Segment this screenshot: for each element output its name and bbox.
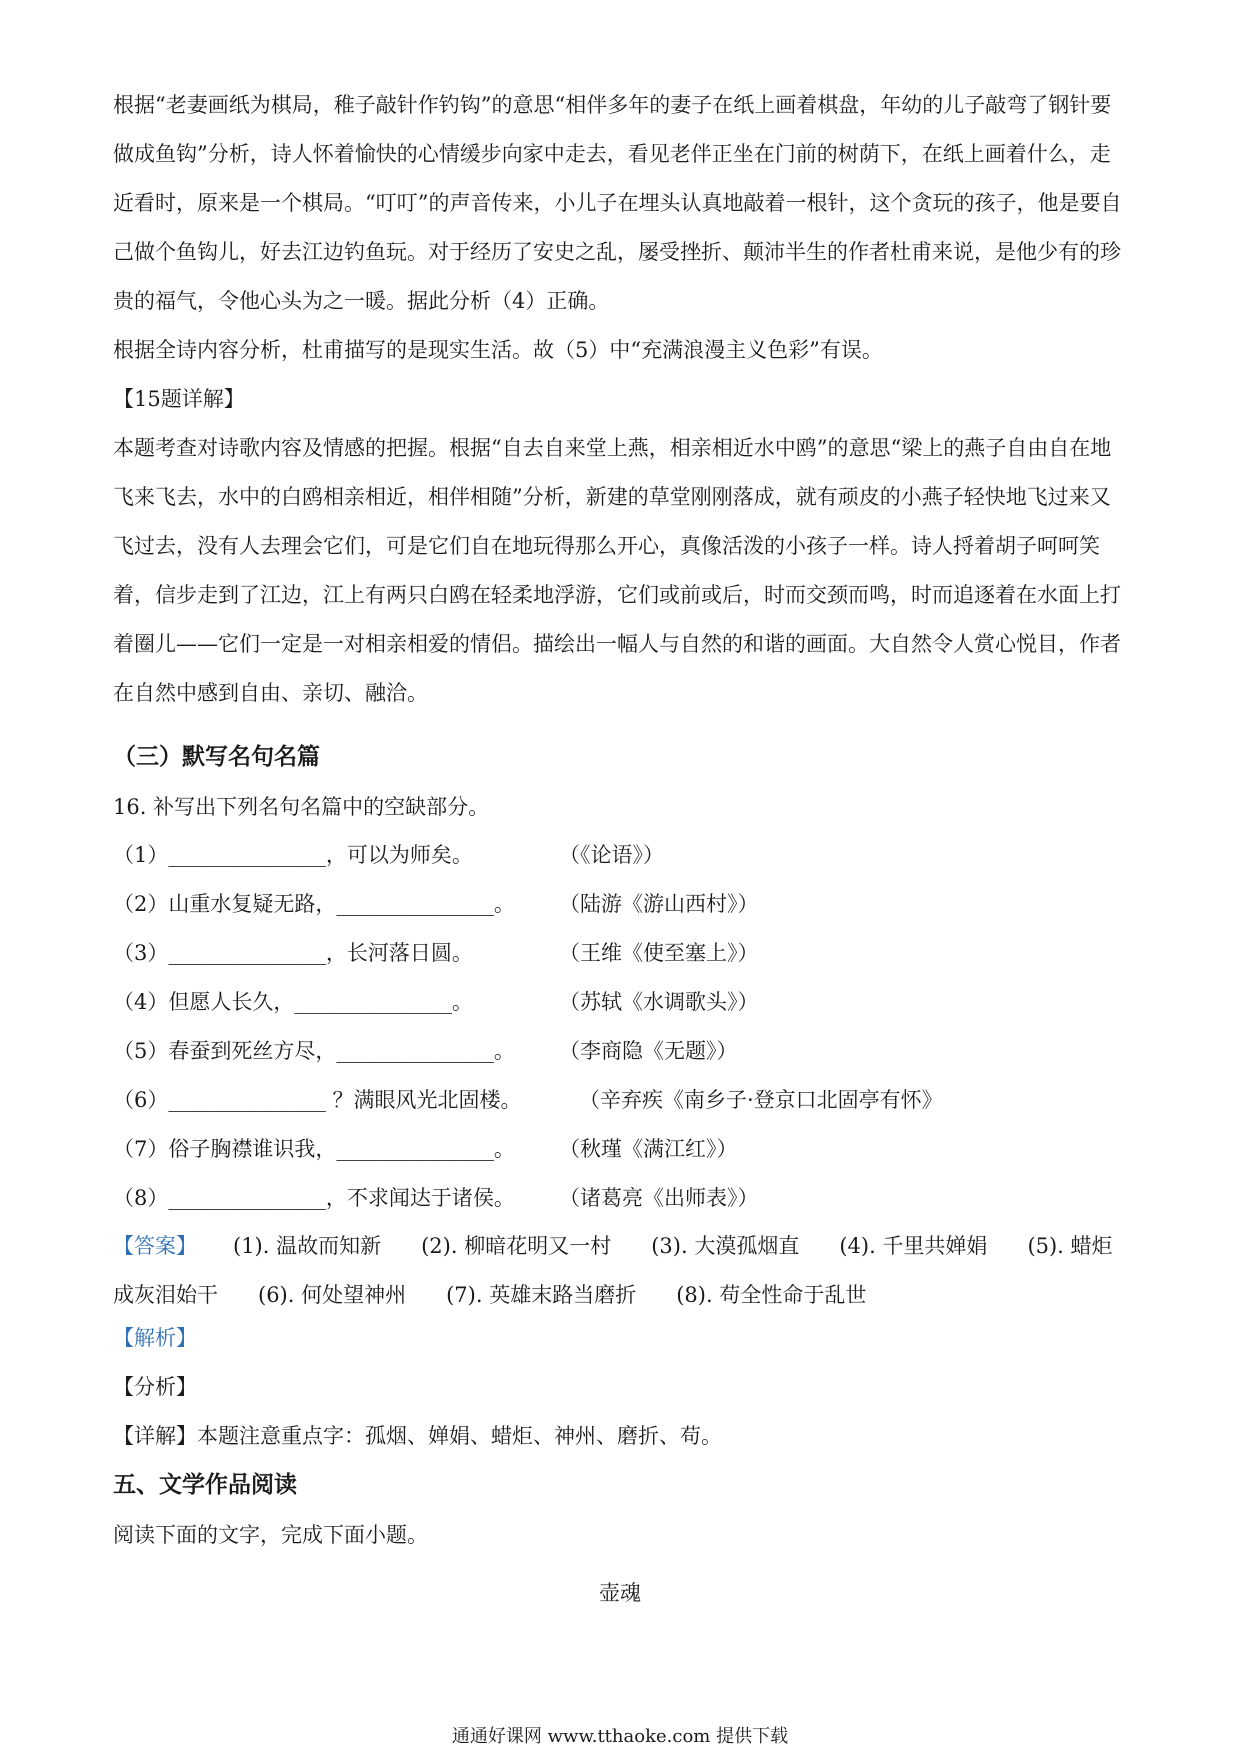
article-title: 壶魂 [599,1581,641,1605]
answer-item-5: (5). 蜡炬成灰泪始干 [113,1234,1113,1307]
analysis-paragraph-1: 根据“老妻画纸为棋局，稚子敲针作钓钩”的意思“相伴多年的妻子在纸上画着棋盘，年幼的儿子敲弯了钢针要做成鱼钩”分析，诗人怀着愉快的心情缓步向家中走去，看见老伴正坐在门前的树荫下，在纸上画着什么，走近看时，原来是一个棋局。“叮叮”的声音传来，小儿子在埋头认真地敲着一根针，这个贪玩的孩子，他是要自己做个鱼钩儿，好去江边钓鱼玩。对于经历了安史之乱，屡受挫折、颠沛半生的作者杜甫来说，是他少有的珍贵的福气，令他心头为之一暖。据此分析（4）正确。 [113,93,1122,313]
fill-item-question: （2）山重水复疑无路，_______________。 [113,892,515,916]
fill-item-source: （辛弃疾《南乡子·登京口北固亭有怀》 [579,1088,943,1112]
answer-block [113,1222,1123,1320]
fill-item-question: （5）春蚕到死丝方尽，_______________。 [113,1039,515,1063]
answer-item-4: (4). 千里共婵娟 [839,1234,988,1258]
fill-item-5 [113,1036,1123,1066]
question-15-header: 【15题详解】 [113,387,245,411]
fill-item-source: （李商隐《无题》） [559,1039,738,1063]
fill-item-question: （3）_______________，长河落日圆。 [113,941,473,965]
fill-item-7 [113,1134,1123,1164]
page-footer: 通通好课网 www.tthaoke.com 提供下载 [451,1726,789,1747]
section-3-title: （三）默写名句名篇 [113,744,320,770]
fenxi-label: 【分析】 [113,1375,197,1399]
fill-item-2 [113,889,1123,919]
fill-item-question: （8）_______________，不求闻达于诸侯。 [113,1186,515,1210]
analysis-paragraph-2: 根据全诗内容分析，杜甫描写的是现实生活。故（5）中“充满浪漫主义色彩”有误。 [113,338,883,362]
fill-item-4 [113,987,1123,1017]
fill-item-source: （陆游《游山西村》） [559,892,759,916]
fill-item-question: （1）_______________，可以为师矣。 [113,843,473,867]
fill-item-8 [113,1183,1123,1213]
fill-item-source: （苏轼《水调歌头》） [559,990,759,1014]
fill-item-1 [113,840,1123,870]
answer-item-8: (8). 苟全性命于乱世 [676,1283,867,1307]
answer-item-6: (6). 何处望神州 [258,1283,407,1307]
answer-item-1: (1). 温故而知新 [233,1234,382,1258]
answer-label: 【答案】 [113,1234,197,1258]
section-5-title: 五、文学作品阅读 [113,1472,297,1498]
answer-item-7: (7). 英雄末路当磨折 [446,1283,637,1307]
fill-item-question: （4）但愿人长久，_______________。 [113,990,473,1014]
fill-item-source: （《论语》） [559,843,664,867]
question-15-paragraph: 本题考查对诗歌内容及情感的把握。根据“自去自来堂上燕，相亲相近水中鸥”的意思“梁上的燕子自由自在地飞来飞去，水中的白鸥相亲相近，相伴相随”分析，新建的草堂刚刚落成，就有顽皮的小燕子轻快地飞过来又飞过去，没有人去理会它们，可是它们自在地玩得那么开心，真像活泼的小孩子一样。诗人捋着胡子呵呵笑着，信步走到了江边，江上有两只白鸥在轻柔地浮游，它们或前或后，时而交颈而鸣，时而追逐着在水面上打着圈儿——它们一定是一对相亲相爱的情侣。描绘出一幅人与自然的和谐的画面。大自然令人赏心悦目，作者在自然中感到自由、亲切、融洽。 [113,436,1121,705]
reading-instruction: 阅读下面的文字，完成下面小题。 [113,1523,428,1547]
fill-item-question: （6）_______________ ？满眼风光北固楼。 [113,1088,522,1112]
answer-item-3: (3). 大漠孤烟直 [651,1234,800,1258]
fill-item-source: （王维《使至塞上》） [559,941,759,965]
xiangjie-text: 【详解】本题注意重点字：孤烟、婵娟、蜡炬、神州、磨折、苟。 [113,1424,722,1448]
answer-item-2: (2). 柳暗花明又一村 [421,1234,612,1258]
fill-item-source: （诸葛亮《出师表》） [559,1186,759,1210]
fill-item-6 [113,1085,1123,1115]
question-16-prompt: 16. 补写出下列名句名篇中的空缺部分。 [113,795,490,819]
fill-item-source: （秋瑾《满江红》） [559,1137,738,1161]
jiexi-label: 【解析】 [113,1326,197,1350]
fill-item-question: （7）俗子胸襟谁识我，_______________。 [113,1137,515,1161]
fill-item-3 [113,938,1123,968]
